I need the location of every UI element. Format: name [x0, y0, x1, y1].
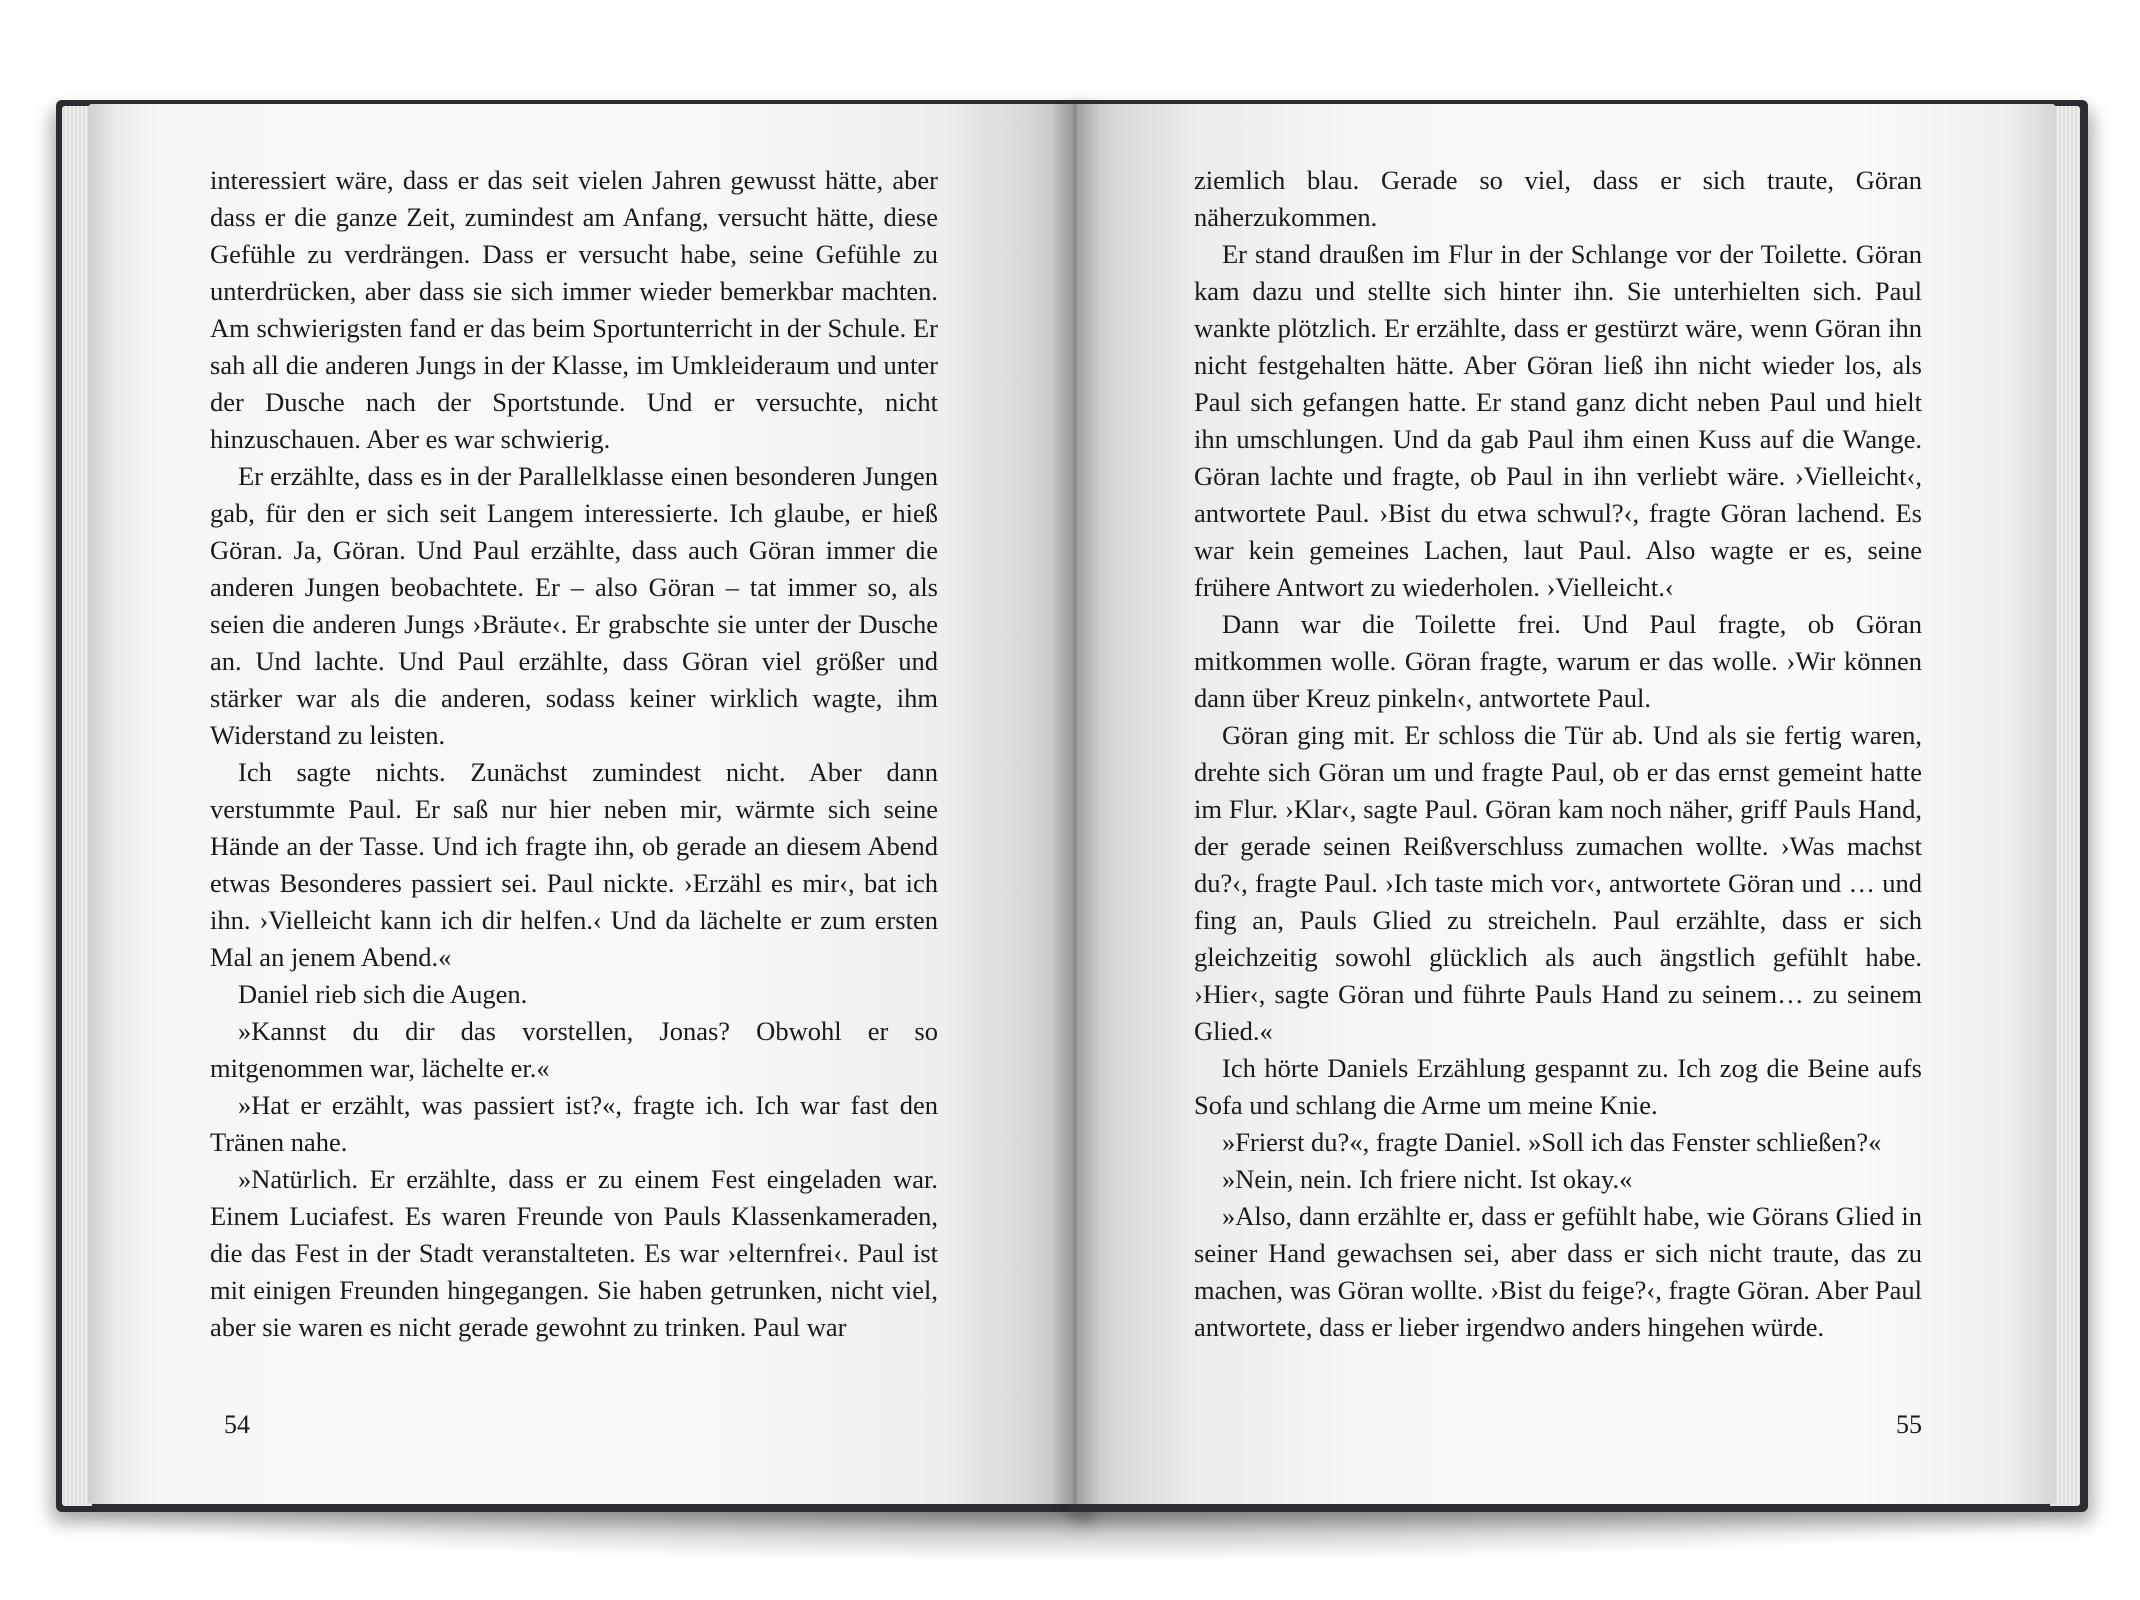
paragraph: Daniel rieb sich die Augen. [238, 979, 528, 1009]
paragraph: »Also, dann erzählte er, dass er gefühlt habe, wie Görans Glied in seiner Hand gewachsen sei, aber dass er sich nicht traute, das zu machen, was Göran wollte. ›Bist du feige?‹, fragte Göran. Aber Paul antwortete, dass er lieber irgendwo anders hingehen würde. [1194, 1201, 1922, 1342]
paragraph: interessiert wäre, dass er das seit vielen Jahren gewusst hätte, aber dass er die ganze Zeit, zumindest am Anfang, versucht hätte, diese Gefühle zu verdrängen. Dass er versucht habe, seine Gefühle zu unterdrücken, aber dass sie sich immer wieder bemerkbar machten. Am schwierigsten fand er das beim Sportunterricht in der Schule. Er sah all die anderen Jungs in der Klasse, im Umkleideraum und unter der Dusche nach der Sportstunde. Und er versuchte, nicht hinzuschauen. Aber es war schwierig. [210, 165, 938, 454]
paragraph: »Nein, nein. Ich friere nicht. Ist okay.« [1222, 1164, 1633, 1194]
paragraph: »Hat er erzählt, was passiert ist?«, fragte ich. Ich war fast den Tränen nahe. [210, 1090, 938, 1157]
paragraph: Göran ging mit. Er schloss die Tür ab. Und als sie fertig waren, drehte sich Göran um und fragte Paul, ob er das ernst gemeint hatte im Flur. ›Klar‹, sagte Paul. Göran kam noch näher, griff Pauls Hand, der gerade seinen Reißverschluss zumachen wollte. ›Was machst du?‹, fragte Paul. ›Ich taste mich vor‹, antwortete Göran und … und fing an, Pauls Glied zu streicheln. Paul erzählte, dass er sich gleichzeitig sowohl glücklich als auch ängstlich gefühlt habe. ›Hier‹, sagte Göran und führte Pauls Hand zu seinem… zu seinem Glied.« [1194, 720, 1922, 1046]
paragraph: Ich hörte Daniels Erzählung gespannt zu. Ich zog die Beine aufs Sofa und schlang die Arme um meine Knie. [1194, 1053, 1922, 1120]
page-number-right: 55 [1896, 1410, 1922, 1439]
paragraph: »Frierst du?«, fragte Daniel. »Soll ich das Fenster schließen?« [1222, 1127, 1882, 1157]
right-page-text [1194, 162, 1922, 1346]
paragraph: Er erzählte, dass es in der Parallelklasse einen besonderen Jungen gab, für den er sich seit Langem interessierte. Ich glaube, er hieß Göran. Ja, Göran. Und Paul erzählte, dass auch Göran immer die anderen Jungen beobachtete. Er – also Göran – tat immer so, als seien die anderen Jungs ›Bräute‹. Er grabschte sie unter der Dusche an. Und lachte. Und Paul erzählte, dass Göran viel größer und stärker war als die anderen, sodass keiner wirklich wagte, ihm Widerstand zu leisten. [210, 461, 938, 750]
paragraph: ziemlich blau. Gerade so viel, dass er sich traute, Göran näherzukommen. [1194, 165, 1922, 232]
paragraph: Ich sagte nichts. Zunächst zumindest nicht. Aber dann verstummte Paul. Er saß nur hier neben mir, wärmte sich seine Hände an der Tasse. Und ich fragte ihn, ob gerade an diesem Abend etwas Besonderes passiert sei. Paul nickte. ›Erzähl es mir‹, bat ich ihn. ›Vielleicht kann ich dir helfen.‹ Und da lächelte er zum ersten Mal an jenem Abend.« [210, 757, 938, 972]
paragraph: Dann war die Toilette frei. Und Paul fragte, ob Göran mitkommen wolle. Göran fragte, warum er das wolle. ›Wir können dann über Kreuz pinkeln‹, antwortete Paul. [1194, 609, 1922, 713]
paragraph: Er stand draußen im Flur in der Schlange vor der Toilette. Göran kam dazu und stellte sich hinter ihn. Sie unterhielten sich. Paul wankte plötzlich. Er erzählte, dass er gestürzt wäre, wenn Göran ihn nicht festgehalten hätte. Aber Göran ließ ihn nicht wieder los, als Paul sich gefangen hatte. Er stand ganz dicht neben Paul und hielt ihn umschlungen. Und da gab Paul ihm einen Kuss auf die Wange. Göran lachte und fragte, ob Paul in ihn verliebt wäre. ›Vielleicht‹, antwortete Paul. ›Bist du etwa schwul?‹, fragte Göran lachend. Es war kein gemeines Lachen, laut Paul. Also wagte er es, seine frühere Antwort zu wiederholen. ›Vielleicht.‹ [1194, 239, 1922, 602]
paragraph: »Natürlich. Er erzählte, dass er zu einem Fest eingeladen war. Einem Luciafest. Es waren Freunde von Pauls Klassenkameraden, die das Fest in der Stadt veranstalteten. Es war ›elternfrei‹. Paul ist mit einigen Freunden hingegangen. Sie haben getrunken, nicht viel, aber sie waren es nicht gerade gewohnt zu trinken. Paul war [210, 1164, 938, 1342]
left-page [88, 104, 1078, 1504]
page-number-left: 54 [224, 1410, 250, 1439]
paragraph: »Kannst du dir das vorstellen, Jonas? Obwohl er so mitgenommen war, lächelte er.« [210, 1016, 938, 1083]
left-page-text [210, 162, 938, 1346]
right-page [1072, 104, 2056, 1504]
